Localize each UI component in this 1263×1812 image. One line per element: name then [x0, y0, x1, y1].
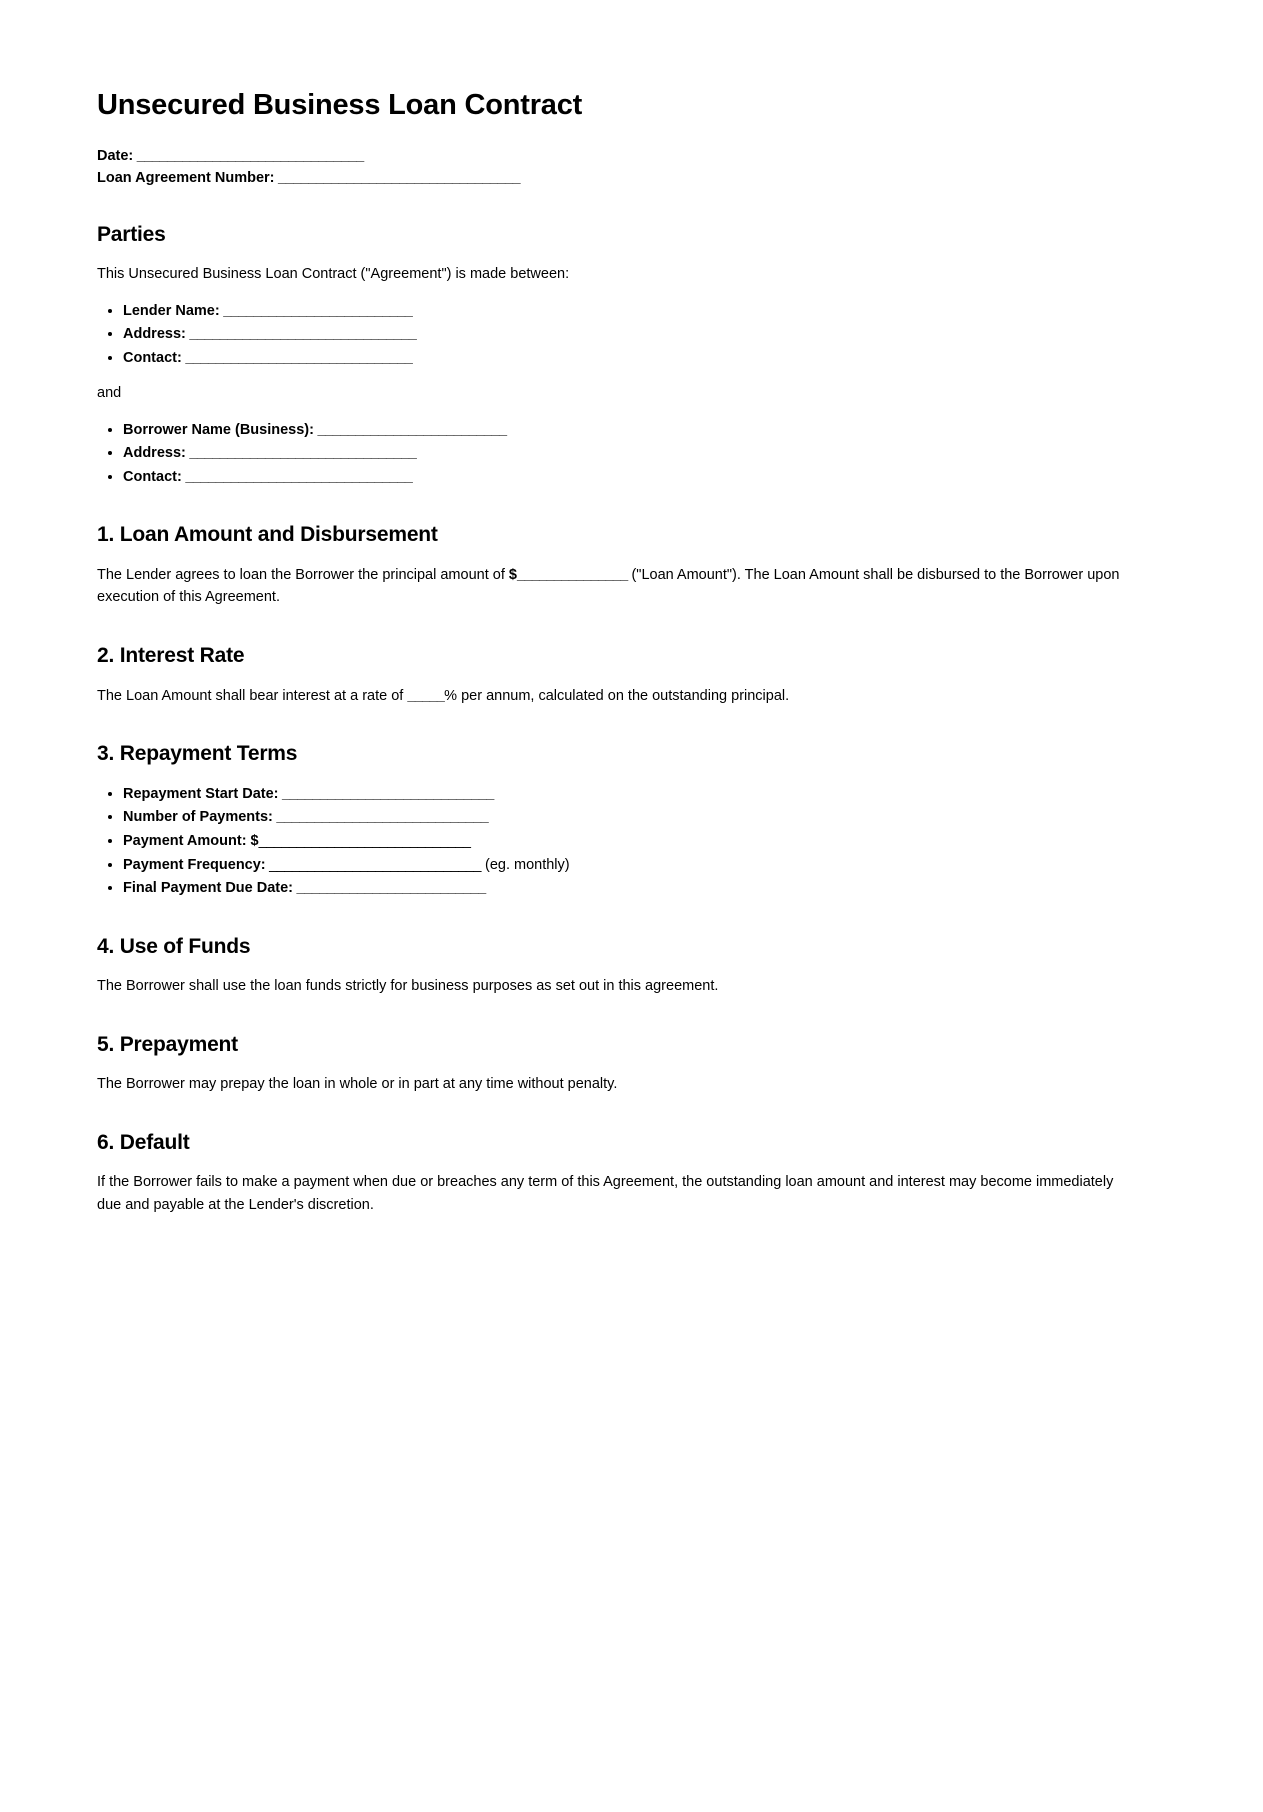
list-item — [123, 323, 1122, 346]
loan-amount-blank[interactable]: _______________ — [516, 566, 628, 583]
heading-repayment-terms: 3. Repayment Terms — [97, 742, 298, 766]
heading-prepayment: 5. Prepayment — [97, 1032, 238, 1056]
list-item — [123, 419, 1122, 442]
final-payment-due-date-label: Final Payment Due Date: — [123, 880, 294, 897]
lender-contact-label: Contact: — [123, 350, 182, 367]
loan-agreement-number-line — [97, 167, 1122, 189]
section-loan-amount-paragraph — [97, 564, 1122, 610]
number-of-payments-label: Number of Payments: — [123, 809, 273, 826]
repayment-terms-list — [97, 783, 1122, 900]
borrower-contact-blank[interactable]: ______________________________ — [181, 468, 413, 485]
interest-rate-text-before: The Loan Amount shall bear interest at a rate of — [97, 687, 408, 704]
interest-rate-blank[interactable]: _____ — [407, 687, 445, 704]
borrower-name-blank[interactable]: _________________________ — [313, 421, 507, 438]
payment-amount-label: Payment Amount: $ — [123, 832, 259, 849]
loan-amount-text-after: ("Loan Amount"). The Loan Amount shall be disbursed to the Borrower upon execution of this Agreement. — [97, 566, 1120, 606]
lender-name-blank[interactable]: _________________________ — [219, 302, 413, 319]
final-payment-due-date-blank[interactable]: _________________________ — [293, 880, 486, 897]
lender-contact-blank[interactable]: ______________________________ — [181, 350, 413, 367]
list-item — [123, 830, 1122, 853]
lender-name-label: Lender Name: — [123, 302, 220, 319]
payment-amount-blank[interactable]: ____________________________ — [258, 832, 471, 849]
section-prepayment-paragraph: The Borrower may prepay the loan in whole or in part at any time without penalty. — [97, 1076, 618, 1092]
lender-address-blank[interactable]: ______________________________ — [185, 326, 417, 343]
borrower-address-blank[interactable]: ______________________________ — [185, 445, 417, 462]
heading-default: 6. Default — [97, 1130, 190, 1154]
loan-amount-text-before: The Lender agrees to loan the Borrower the principal amount of — [97, 566, 509, 583]
heading-use-of-funds: 4. Use of Funds — [97, 934, 251, 958]
loan-agreement-number-blank[interactable]: ________________________________ — [274, 170, 521, 187]
document-page — [38, 0, 1225, 1295]
loan-amount-currency-symbol: $ — [508, 566, 517, 583]
heading-parties: Parties — [97, 222, 166, 246]
list-item — [123, 466, 1122, 489]
section-interest-rate-paragraph — [97, 685, 1122, 708]
list-item — [123, 806, 1122, 829]
document-body — [97, 88, 1122, 1217]
repayment-start-date-blank[interactable]: ____________________________ — [278, 785, 494, 802]
date-line — [97, 145, 1122, 167]
lender-address-label: Address: — [123, 326, 186, 343]
parties-intro: This Unsecured Business Loan Contract ("Agreement") is made between: — [97, 265, 570, 282]
borrower-address-label: Address: — [123, 445, 186, 462]
borrower-name-label: Borrower Name (Business): — [123, 421, 314, 438]
date-blank[interactable]: ______________________________ — [133, 147, 364, 164]
list-item — [123, 442, 1122, 465]
borrower-contact-label: Contact: — [123, 468, 182, 485]
list-item — [123, 783, 1122, 806]
section-default-paragraph: If the Borrower fails to make a payment when due or breaches any term of this Agreement, the outstanding loan amount and interest may become immediately due and payable at the Lender's discretion. — [97, 1174, 1114, 1213]
interest-rate-text-after: % per annum, calculated on the outstanding principal. — [444, 687, 790, 704]
list-item — [123, 877, 1122, 900]
payment-frequency-label: Payment Frequency: — [123, 856, 266, 873]
list-item — [123, 854, 1122, 877]
section-use-of-funds-paragraph: The Borrower shall use the loan funds strictly for business purposes as set out in this agreement. — [97, 977, 719, 994]
lender-details-list — [97, 300, 1122, 370]
number-of-payments-blank[interactable]: ____________________________ — [272, 809, 489, 826]
parties-conjunction: and — [97, 384, 122, 401]
heading-loan-amount-and-disbursement: 1. Loan Amount and Disbursement — [97, 523, 438, 547]
borrower-details-list — [97, 419, 1122, 489]
page-title: Unsecured Business Loan Contract — [97, 89, 583, 121]
loan-agreement-number-label: Loan Agreement Number: — [97, 170, 275, 187]
list-item — [123, 300, 1122, 323]
payment-frequency-blank[interactable]: ____________________________ — [265, 856, 481, 873]
date-label: Date: — [97, 147, 134, 164]
repayment-start-date-label: Repayment Start Date: — [123, 785, 279, 802]
payment-frequency-hint: (eg. monthly) — [480, 856, 570, 873]
list-item — [123, 347, 1122, 370]
heading-interest-rate: 2. Interest Rate — [97, 644, 245, 668]
